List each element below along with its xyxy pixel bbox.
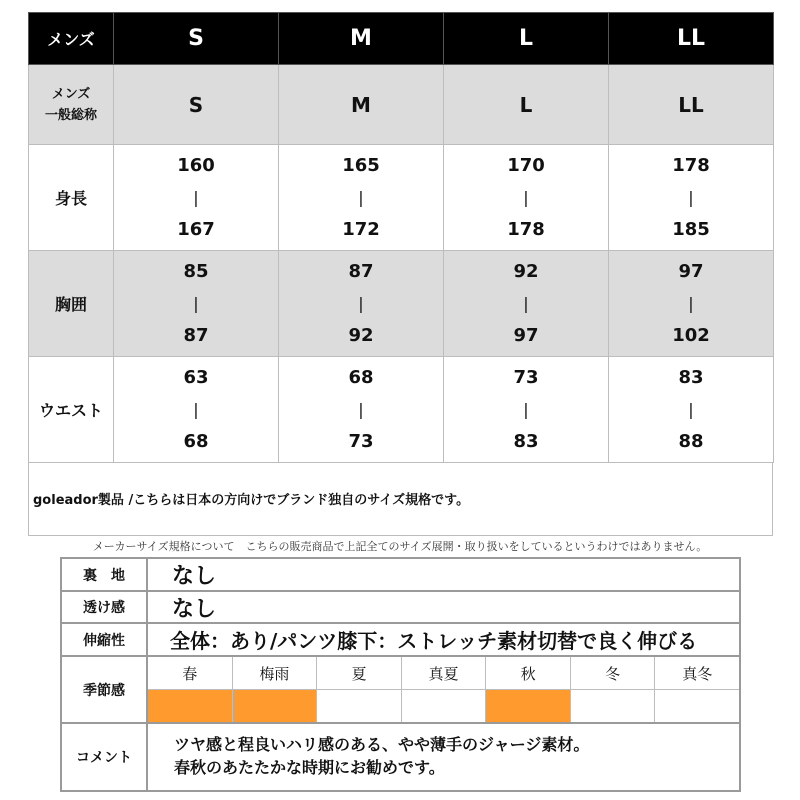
season-name: 春 — [148, 657, 232, 690]
season-swatch — [233, 690, 317, 722]
spec-value: 全体：あり/パンツ膝下：ストレッチ素材切替で良く伸びる — [170, 629, 698, 653]
season-swatch — [655, 690, 739, 722]
season-name: 夏 — [317, 657, 401, 690]
spec-table — [60, 557, 741, 792]
row-label: 身長 — [29, 145, 114, 251]
season-swatch — [571, 690, 655, 722]
season-grid — [148, 657, 739, 722]
season-cell — [402, 657, 487, 722]
brand-size-note-text: goleador製品 /こちらは日本の方向けでブランド独自のサイズ規格です。 — [33, 493, 470, 508]
range-cell: 160 | 167 — [114, 145, 279, 251]
season-name: 梅雨 — [233, 657, 317, 690]
range-cell: 92 | 97 — [444, 251, 609, 357]
spec-row-comment — [62, 724, 739, 790]
size-footnote: メーカーサイズ規格について こちらの販売商品で上記全てのサイズ展開・取り扱いをしているというわけではありません。 — [92, 540, 708, 553]
spec-row-season — [62, 657, 739, 724]
spec-row-transparency — [62, 592, 739, 624]
header-size-s: S — [114, 13, 279, 65]
header-label: メンズ — [29, 13, 114, 65]
season-cell — [655, 657, 739, 722]
season-cell — [148, 657, 233, 722]
range-cell: 83 | 88 — [609, 357, 774, 463]
row-label: ウエスト — [29, 357, 114, 463]
season-swatch — [486, 690, 570, 722]
spec-label: 伸縮性 — [62, 624, 148, 655]
season-swatch — [402, 690, 486, 722]
range-cell: 68 | 73 — [279, 357, 444, 463]
header-size-l: L — [444, 13, 609, 65]
range-cell: 87 | 92 — [279, 251, 444, 357]
spec-label: 透け感 — [62, 592, 148, 622]
range-cell: 63 | 68 — [114, 357, 279, 463]
season-cell — [486, 657, 571, 722]
season-cell — [571, 657, 656, 722]
chest-row — [29, 251, 774, 357]
range-cell: 73 | 83 — [444, 357, 609, 463]
season-name: 真夏 — [402, 657, 486, 690]
season-name: 秋 — [486, 657, 570, 690]
season-cell — [317, 657, 402, 722]
general-label — [29, 65, 114, 145]
comment-text — [174, 733, 589, 779]
waist-row — [29, 357, 774, 463]
range-cell: 178 | 185 — [609, 145, 774, 251]
spec-value: なし — [172, 564, 217, 589]
brand-size-note — [28, 463, 773, 536]
season-name: 真冬 — [655, 657, 739, 690]
header-size-m: M — [279, 13, 444, 65]
spec-label: コメント — [62, 724, 148, 790]
size-header-row — [29, 13, 774, 65]
general-size-ll: LL — [609, 65, 774, 145]
season-cell — [233, 657, 318, 722]
header-size-ll: LL — [609, 13, 774, 65]
spec-row-stretch — [62, 624, 739, 657]
spec-value: なし — [172, 596, 217, 622]
general-size-l: L — [444, 65, 609, 145]
season-name: 冬 — [571, 657, 655, 690]
general-label-line1: メンズ — [51, 86, 91, 102]
season-swatch — [148, 690, 232, 722]
general-label-line2: 一般総称 — [44, 107, 97, 123]
spec-row-lining — [62, 559, 739, 592]
row-label: 胸囲 — [29, 251, 114, 357]
range-cell: 97 | 102 — [609, 251, 774, 357]
range-cell: 170 | 178 — [444, 145, 609, 251]
general-size-row — [29, 65, 774, 145]
range-cell: 165 | 172 — [279, 145, 444, 251]
general-size-s: S — [114, 65, 279, 145]
height-row — [29, 145, 774, 251]
spec-label: 裏 地 — [62, 559, 148, 590]
size-chart-table — [28, 12, 774, 463]
season-swatch — [317, 690, 401, 722]
comment-line-2: 春秋のあたたかな時期にお勧めです。 — [174, 758, 445, 777]
comment-line-1: ツヤ感と程良いハリ感のある、やや薄手のジャージ素材。 — [174, 735, 590, 754]
spec-label: 季節感 — [62, 657, 148, 722]
range-cell: 85 | 87 — [114, 251, 279, 357]
general-size-m: M — [279, 65, 444, 145]
